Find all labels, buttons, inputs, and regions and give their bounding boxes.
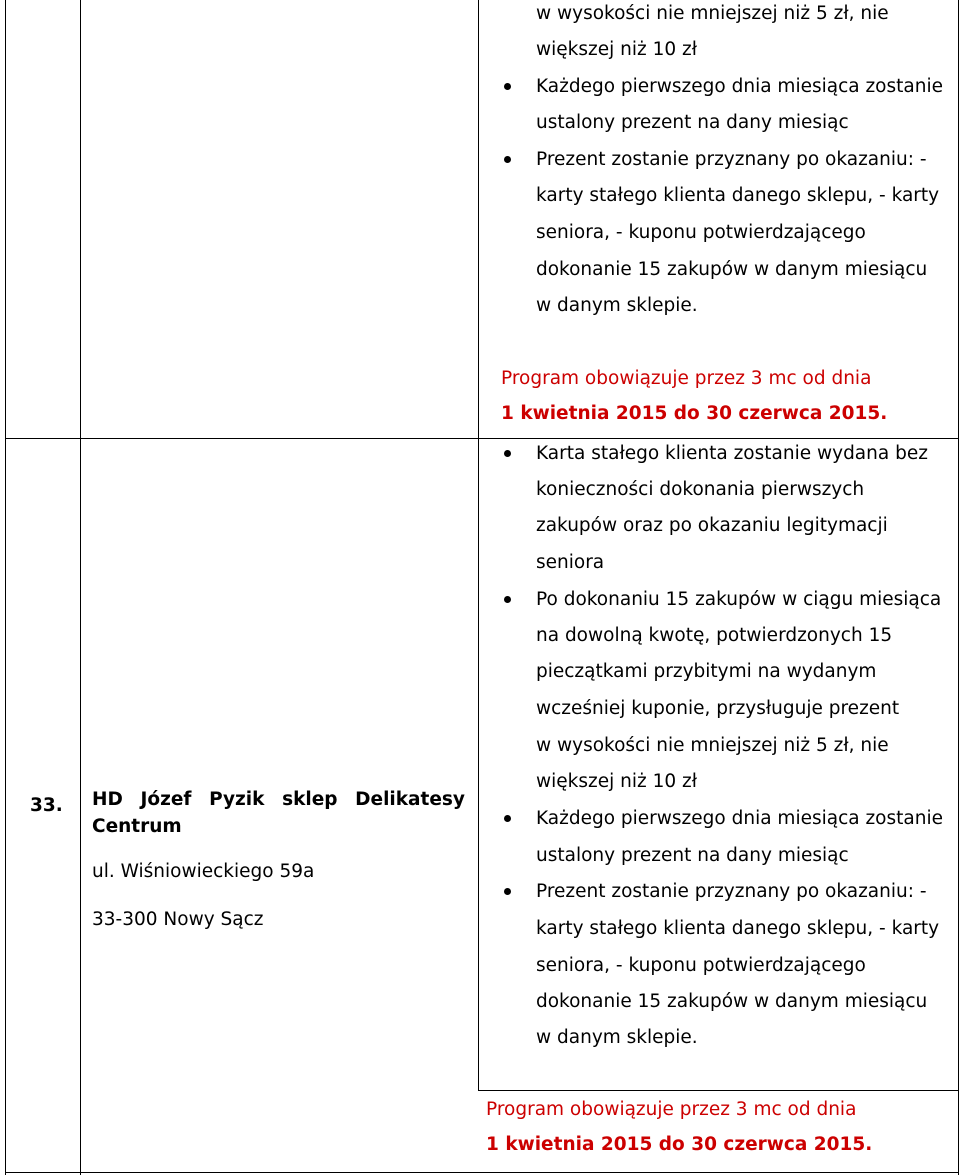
text-line: seniora, - kuponu potwierdzającego — [536, 222, 866, 243]
table-row-subseparator — [478, 1090, 959, 1091]
text-line: Każdego pierwszego dnia miesiąca zostanie — [536, 76, 943, 97]
text-line: seniora, - kuponu potwierdzającego — [536, 955, 866, 976]
bullet-icon — [504, 888, 511, 895]
text-line: Karta stałego klienta zostanie wydana bez — [536, 443, 928, 464]
store-name: HD Józef Pyzik sklep Delikatesy Centrum — [92, 789, 465, 837]
text-line: w wysokości nie mniejszej niż 5 zł, nie — [536, 735, 889, 756]
text-line: karty stałego klienta danego sklepu, - karty — [536, 185, 940, 206]
text-line: Po dokonaniu 15 zakupów w ciągu miesiąca — [536, 589, 942, 610]
row-number: 33. — [30, 795, 63, 816]
bullet-icon — [504, 83, 511, 90]
table-border-right — [958, 0, 959, 1175]
text-line: Każdego pierwszego dnia miesiąca zostanie — [536, 808, 943, 829]
text-line: zakupów oraz po okazaniu legitymacji — [536, 515, 888, 536]
bullet-icon — [504, 450, 511, 457]
text-line: większej niż 10 zł — [536, 39, 697, 60]
text-line: seniora — [536, 552, 605, 573]
table-divider-name — [478, 0, 479, 1090]
text-line: dokonanie 15 zakupów w danym miesiącu — [536, 991, 928, 1012]
bullet-icon — [504, 596, 511, 603]
text-line: w wysokości nie mniejszej niż 5 zł, nie — [536, 3, 889, 24]
table-border-bottom — [5, 1172, 959, 1173]
text-line: w danym sklepie. — [536, 1027, 698, 1048]
text-line: większej niż 10 zł — [536, 771, 697, 792]
bullet-icon — [504, 156, 511, 163]
program-dates-text: 1 kwietnia 2015 do 30 czerwca 2015. — [501, 403, 888, 424]
text-line: konieczności dokonania pierwszych — [536, 479, 865, 500]
text-line: wcześniej kuponie, przysługuje prezent — [536, 698, 900, 719]
text-line: Prezent zostanie przyznany po okazaniu: - — [536, 149, 927, 170]
program-duration-text: Program obowiązuje przez 3 mc od dnia — [501, 368, 872, 389]
text-line: pieczątkami przybitymi na wydanym — [536, 661, 877, 682]
bullet-icon — [504, 815, 511, 822]
program-duration-text: Program obowiązuje przez 3 mc od dnia — [486, 1099, 857, 1120]
text-line: ustalony prezent na dany miesiąc — [536, 112, 849, 133]
table-border-left — [5, 0, 6, 1175]
text-line: Prezent zostanie przyznany po okazaniu: - — [536, 881, 927, 902]
text-line: karty stałego klienta danego sklepu, - karty — [536, 918, 940, 939]
table-row-separator — [5, 438, 959, 439]
text-line: dokonanie 15 zakupów w danym miesiącu — [536, 259, 928, 280]
table-divider-number — [80, 0, 81, 1175]
store-street: ul. Wiśniowieckiego 59a — [92, 861, 315, 882]
store-city: 33-300 Nowy Sącz — [92, 909, 264, 930]
text-line: w danym sklepie. — [536, 295, 698, 316]
text-line: na dowolną kwotę, potwierdzonych 15 — [536, 625, 893, 646]
text-line: ustalony prezent na dany miesiąc — [536, 845, 849, 866]
program-dates-text: 1 kwietnia 2015 do 30 czerwca 2015. — [486, 1134, 873, 1155]
